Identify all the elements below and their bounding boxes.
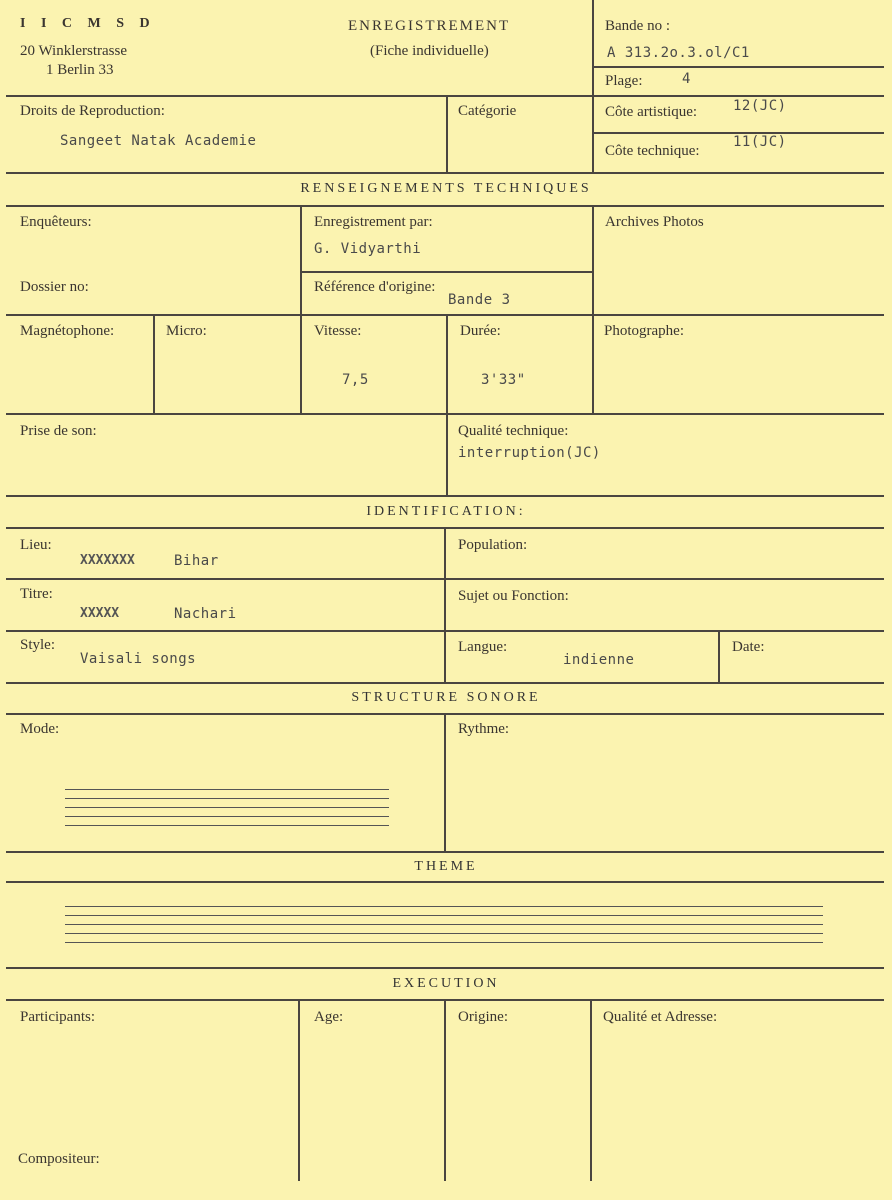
sujet-label: Sujet ou Fonction: xyxy=(458,588,569,604)
cote-technique-label: Côte technique: xyxy=(605,143,700,159)
rythme-label: Rythme: xyxy=(458,721,510,737)
magnetophone-label: Magnétophone: xyxy=(20,323,115,339)
divider xyxy=(298,999,300,1181)
divider xyxy=(592,0,594,172)
form-subtitle: (Fiche individuelle) xyxy=(370,43,489,59)
divider xyxy=(446,314,448,414)
titre-struck-text: XXXXX xyxy=(80,606,120,621)
compositeur-label: Compositeur: xyxy=(18,1151,100,1167)
plage-value: 4 xyxy=(682,71,691,87)
address-line-2: 1 Berlin 33 xyxy=(46,62,114,78)
dossier-label: Dossier no: xyxy=(20,279,89,295)
age-label: Age: xyxy=(314,1009,344,1025)
divider xyxy=(6,205,884,207)
participants-label: Participants: xyxy=(20,1009,95,1025)
divider xyxy=(6,314,884,316)
droits-label: Droits de Reproduction: xyxy=(20,103,165,119)
divider xyxy=(592,66,884,68)
qualite-label: Qualité technique: xyxy=(458,423,569,439)
plage-label: Plage: xyxy=(605,73,643,89)
bande-label: Bande no : xyxy=(605,18,670,34)
section-heading-technical: RENSEIGNEMENTS TECHNIQUES xyxy=(300,181,592,196)
divider xyxy=(300,205,302,414)
population-label: Population: xyxy=(458,537,528,553)
form-title: ENREGISTREMENT xyxy=(348,18,511,34)
reference-label: Référence d'origine: xyxy=(314,279,436,295)
titre-value: Nachari xyxy=(174,606,237,622)
duree-value: 3'33" xyxy=(481,372,526,388)
photographe-label: Photographe: xyxy=(604,323,684,339)
divider xyxy=(6,172,884,174)
bande-value: A 313.2o.3.ol/C1 xyxy=(607,45,750,61)
qualite-adresse-label: Qualité et Adresse: xyxy=(603,1009,718,1025)
categorie-label: Catégorie xyxy=(458,103,517,119)
divider xyxy=(6,578,884,580)
divider xyxy=(300,271,592,273)
enqueteurs-label: Enquêteurs: xyxy=(20,214,92,230)
divider xyxy=(718,630,720,682)
section-heading-execution: EXECUTION xyxy=(392,976,500,991)
divider xyxy=(6,95,884,97)
section-heading-identification: IDENTIFICATION: xyxy=(366,504,526,519)
date-label: Date: xyxy=(732,639,765,655)
divider xyxy=(6,413,884,415)
lieu-struck-text: XXXXXXX xyxy=(80,553,135,568)
divider xyxy=(444,527,446,682)
duree-label: Durée: xyxy=(460,323,501,339)
section-heading-structure: STRUCTURE SONORE xyxy=(351,690,541,705)
enregistrement-label: Enregistrement par: xyxy=(314,214,433,230)
vitesse-label: Vitesse: xyxy=(314,323,362,339)
cote-artistique-label: Côte artistique: xyxy=(605,104,698,120)
archives-label: Archives Photos xyxy=(605,214,704,230)
lieu-value: Bihar xyxy=(174,553,219,569)
divider xyxy=(592,205,594,414)
divider xyxy=(6,495,884,497)
divider xyxy=(590,999,592,1181)
langue-label: Langue: xyxy=(458,639,508,655)
divider xyxy=(6,682,884,684)
divider xyxy=(6,967,884,969)
divider xyxy=(6,630,884,632)
institute-logo: I I C M S D xyxy=(20,16,156,31)
droits-value: Sangeet Natak Academie xyxy=(60,133,257,149)
reference-value: Bande 3 xyxy=(448,292,511,308)
micro-label: Micro: xyxy=(166,323,207,339)
cote-technique-value: 11(JC) xyxy=(733,134,787,150)
divider xyxy=(444,999,446,1181)
origine-label: Origine: xyxy=(458,1009,508,1025)
mode-label: Mode: xyxy=(20,721,60,737)
vitesse-value: 7,5 xyxy=(342,372,369,388)
divider xyxy=(6,851,884,853)
divider xyxy=(153,314,155,414)
address-line-1: 20 Winklerstrasse xyxy=(20,43,128,59)
style-value: Vaisali songs xyxy=(80,651,197,667)
divider xyxy=(446,95,448,172)
qualite-value: interruption(JC) xyxy=(458,445,601,461)
cote-artistique-value: 12(JC) xyxy=(733,98,787,114)
section-heading-theme: THEME xyxy=(414,859,478,874)
langue-value: indienne xyxy=(563,652,635,668)
enregistrement-value: G. Vidyarthi xyxy=(314,241,422,257)
titre-label: Titre: xyxy=(20,586,53,602)
divider xyxy=(6,881,884,883)
lieu-label: Lieu: xyxy=(20,537,52,553)
divider xyxy=(444,713,446,851)
style-label: Style: xyxy=(20,637,56,653)
prise-label: Prise de son: xyxy=(20,423,97,439)
divider xyxy=(446,413,448,495)
